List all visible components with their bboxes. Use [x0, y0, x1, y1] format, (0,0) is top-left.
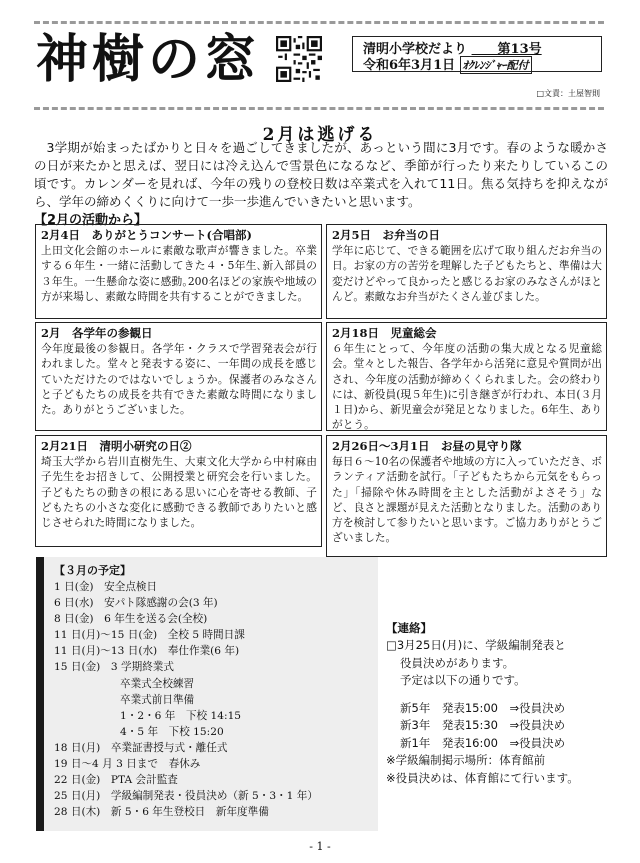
- notice-line: □3月25日(月)に、学級編制発表と: [386, 638, 566, 652]
- qr-code-icon: [276, 36, 322, 82]
- activity-box: [35, 322, 322, 431]
- notice-line: ※役員決めは、体育館にて行います。: [386, 770, 579, 785]
- issue-info-box: [352, 36, 602, 72]
- notice-line: 新1年 発表16:00 ⇒役員決め: [400, 735, 566, 750]
- newsletter-title: 神樹の窓: [36, 29, 261, 90]
- issue-date: 令和6年3月1日: [363, 58, 456, 73]
- schedule-item: 22 日(金) PTA 会計監査: [54, 774, 178, 787]
- activity-box: [326, 322, 607, 431]
- schedule-item: 11 日(月)～13 日(水) 奉仕作業(6 年): [54, 645, 240, 658]
- schedule-item: 18 日(月) 卒業証書授与式・離任式: [54, 741, 228, 754]
- schedule-list: [54, 563, 374, 820]
- notice-line: 新3年 発表15:30 ⇒役員決め: [400, 718, 566, 732]
- activity-title: 2月21日 清明小研究の日②: [41, 439, 192, 453]
- activity-body: 今年度最後の参観日。各学年・クラスで学習発表会が行われました。堂々と発表する姿に、一年間の成長を感じていただけたのではないでしょうか。保護者のみなさんと子どもたちの成長を共有できた素敵な時間になりました。ありがとうございました。: [41, 342, 317, 417]
- schedule-item: 1 日(金) 安全点検日: [54, 581, 158, 593]
- activity-box: [326, 224, 607, 319]
- activity-box: [326, 435, 607, 557]
- activity-title: 2月18日 児童総会: [332, 326, 437, 340]
- schedule-item: 11 日(月)～15 日(金) 全校 5 時間日課: [54, 629, 245, 642]
- section-label: 【2月の活動から】: [34, 213, 148, 228]
- notice-line: 予定は以下の通りです。: [400, 673, 526, 687]
- notice-panel: [386, 619, 616, 787]
- schedule-item: 25 日(月) 学級編制発表・役員決め（新 5・3・1 年）: [54, 790, 318, 803]
- schedule-item: 6 日(水) 安パト隊感謝の会(3 年): [54, 597, 218, 610]
- activity-title: 2月5日 お弁当の日: [332, 228, 441, 242]
- activity-title: 2月 各学年の参観日: [41, 326, 153, 340]
- issue-number: 第13号: [497, 42, 542, 57]
- intro-paragraph: 3学期が始まったばかりと日々を過ごしてきましたが、あっという間に3月です。春のような暖かさの日が来たかと思えば、翌日には冷え込んで雪景色になるなど、季節が行ったり来たりしているこの頃です。カレンダーを見れば、今年の残りの登校日数は卒業式を入れて11日。焦る気持ちを抑えながら、学年の締めくくりに向けて一歩一歩進んでいきたいと思います。: [34, 140, 608, 209]
- schedule-heading: 【３月の予定】: [54, 564, 131, 577]
- schedule-subitem: 4・5 年 下校 15:20: [120, 725, 224, 738]
- author-credit: □文責：土屋智則: [536, 89, 600, 98]
- schedule-subitem: 卒業式前日準備: [120, 693, 195, 706]
- activity-body: 学年に応じて、できる範囲を広げて取り組んだお弁当の日。お家の方の苦労を理解した子どもたちと、準備は大変だけどやって良かったと感じるお家のみなさんがほとんど。素敵なお弁当がたくさん並びました。: [332, 244, 602, 303]
- schedule-item: 19 日～4 月 3 日まで 春休み: [54, 758, 201, 771]
- header-divider: [34, 107, 604, 110]
- schedule-accent-bar: [36, 557, 44, 831]
- notice-line: ※学級編制掲示場所：体育館前: [386, 753, 546, 767]
- top-divider: [34, 21, 604, 24]
- activity-box: [35, 224, 322, 319]
- schedule-subitem: 卒業式全校練習: [120, 677, 195, 690]
- article-headline: 2月は逃げる: [262, 125, 378, 145]
- schedule-item: 28 日(木) 新 5・6 年生登校日 新年度準備: [54, 806, 269, 819]
- school-name: 清明小学校だより: [363, 42, 468, 57]
- notice-heading: 【連絡】: [386, 621, 432, 635]
- schedule-subitem: 1・2・6 年 下校 14:15: [120, 709, 242, 722]
- activity-title: 2月26日～3月1日 お昼の見守り隊: [332, 439, 522, 453]
- activity-body: 上田文化会館のホールに素敵な歌声が響きました。卒業する６年生・一緒に活動してきた４・5年生､新入部員の３年生。一生懸命な姿に感動｡200名ほどの家族や地域の方が来場し、素敵な時間を共有することができました。: [41, 244, 317, 303]
- schedule-item: 8 日(金) 6 年生を送る会(全校): [54, 613, 208, 626]
- notice-line: 役員決めがあります。: [400, 655, 515, 670]
- page-number: - 1 -: [309, 840, 331, 853]
- notice-line: 新5年 発表15:00 ⇒役員決め: [400, 700, 566, 715]
- activity-body: 毎日６～10名の保護者や地域の方に入っていただき、ボランティア活動を試行。「子どもたちから元気をもらった」「掃除や休み時間を主とした活動がよさそう」など、良さと課題が見えた活動となりました。活動のあり方を検討して参りたいと思います。ご協力ありがとうございました。: [332, 455, 602, 545]
- activity-body: 埼玉大学から岩川直樹先生、大東文化大学から中村麻由子先生をお招きして、公開授業と研究会を行いました。子どもたちの動きの根にある思いに心を寄せる教師、子どもたちの小さな変化に感動できる教師でありたいと感じさせられた時間になりました。: [41, 455, 317, 530]
- activity-box: [35, 435, 322, 547]
- activity-title: 2月4日 ありがとうコンサート(合唱部): [41, 228, 252, 242]
- schedule-item: 15 日(金) 3 学期終業式: [54, 661, 174, 674]
- delivery-stamp: ｵｸﾚﾝｼﾞｬｰ配付: [460, 56, 532, 74]
- activity-body: ６年生にとって、今年度の活動の集大成となる児童総会。堂々とした報告、各学年から活発に意見や質問が出され、今年度の活動が締めくくられました。会の終わりには、新役員(現５年生)に引き継ぎが行われ、本日(３月１日)から、新児童会が発足となりました。6年生、ありがとう。: [332, 342, 602, 432]
